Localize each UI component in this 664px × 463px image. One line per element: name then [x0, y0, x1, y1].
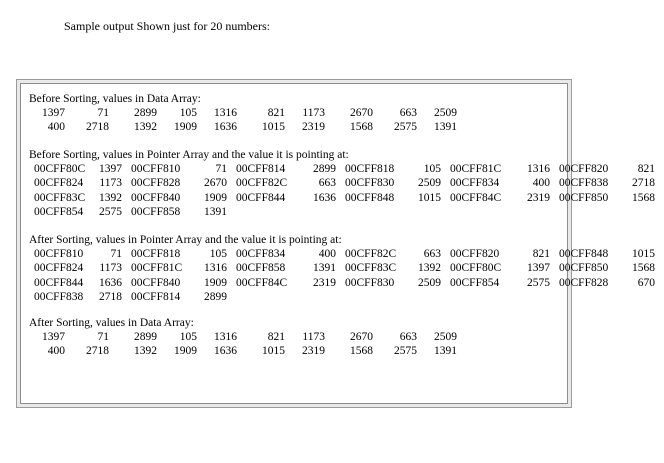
- array-value: 2575: [394, 121, 417, 134]
- pointed-value: 2899: [204, 290, 227, 303]
- after-pointer-row: [29, 290, 664, 304]
- pointer-address: 00CFF83C: [345, 262, 397, 275]
- pointed-value: 71: [215, 163, 227, 176]
- array-value: 1397: [42, 331, 65, 344]
- pointed-value: 1173: [99, 262, 122, 275]
- pointed-value: 1397: [527, 262, 550, 275]
- pointer-address: 00CFF850: [559, 191, 609, 204]
- array-value: 2509: [434, 331, 457, 344]
- array-value: 1015: [262, 345, 285, 358]
- pointed-value: 105: [423, 163, 441, 176]
- array-value: 71: [97, 107, 109, 120]
- pointer-address: 00CFF824: [34, 262, 84, 275]
- array-value: 1391: [434, 345, 457, 358]
- after-data-row: [29, 330, 457, 344]
- array-value: 2899: [134, 107, 157, 120]
- pointer-address: 00CFF828: [559, 276, 609, 289]
- after-pointer-row: [29, 276, 664, 290]
- pointed-value: 2899: [313, 163, 336, 176]
- pointed-value: 1316: [204, 262, 227, 275]
- after-pointer-rows: [29, 247, 664, 304]
- pointed-value: 2718: [632, 177, 655, 190]
- pointer-address: 00CFF840: [131, 191, 181, 204]
- pointer-address: 00CFF814: [131, 290, 181, 303]
- array-value: 1316: [214, 107, 237, 120]
- pointed-value: 2718: [99, 290, 122, 303]
- pointed-value: 1397: [99, 163, 122, 176]
- array-value: 663: [399, 331, 417, 344]
- before-data-rows: [29, 106, 457, 134]
- pointed-value: 663: [423, 248, 441, 261]
- array-value: 1909: [174, 345, 197, 358]
- pointer-address: 00CFF838: [34, 290, 84, 303]
- pointed-value: 821: [637, 163, 655, 176]
- array-value: 1392: [134, 121, 157, 134]
- pointed-value: 2575: [99, 205, 122, 218]
- array-value: 400: [47, 345, 65, 358]
- after-pointer-row: [29, 247, 664, 261]
- after-pointer-row: [29, 261, 664, 275]
- pointed-value: 400: [532, 177, 550, 190]
- array-value: 71: [97, 331, 109, 344]
- pointer-address: 00CFF830: [345, 276, 395, 289]
- array-value: 1173: [302, 107, 325, 120]
- after-data-heading: After Sorting, values in Data Array:: [29, 317, 194, 329]
- array-value: 821: [267, 331, 285, 344]
- before-pointer-row: [29, 191, 664, 205]
- pointer-address: 00CFF850: [559, 262, 609, 275]
- pointer-address: 00CFF818: [131, 248, 181, 261]
- output-panel: [20, 83, 655, 404]
- pointer-address: 00CFF844: [236, 191, 286, 204]
- array-value: 1015: [262, 121, 285, 134]
- array-value: 2670: [350, 331, 373, 344]
- array-value: 2509: [434, 107, 457, 120]
- pointed-value: 821: [532, 248, 550, 261]
- array-value: 1636: [214, 121, 237, 134]
- pointer-address: 00CFF82C: [345, 248, 397, 261]
- array-value: 2718: [86, 121, 109, 134]
- array-value: 1392: [134, 345, 157, 358]
- array-value: 663: [399, 107, 417, 120]
- pointer-address: 00CFF848: [559, 248, 609, 261]
- pointed-value: 1568: [632, 191, 655, 204]
- pointed-value: 1391: [204, 205, 227, 218]
- pointed-value: 2509: [418, 177, 441, 190]
- pointed-value: 2670: [204, 177, 227, 190]
- pointer-address: 00CFF858: [236, 262, 286, 275]
- array-value: 821: [267, 107, 285, 120]
- array-value: 2718: [86, 345, 109, 358]
- after-pointer-heading: After Sorting, values in Pointer Array and the value it is pointing at:: [29, 234, 342, 246]
- pointer-address: 00CFF81C: [450, 163, 502, 176]
- pointed-value: 1909: [204, 276, 227, 289]
- array-value: 105: [179, 107, 197, 120]
- pointer-address: 00CFF814: [236, 163, 286, 176]
- array-value: 1568: [350, 345, 373, 358]
- array-value: 2670: [350, 107, 373, 120]
- pointed-value: 1636: [313, 191, 336, 204]
- pointer-address: 00CFF834: [450, 177, 500, 190]
- pointer-address: 00CFF828: [131, 177, 181, 190]
- before-pointer-row: [29, 176, 664, 190]
- pointed-value: 71: [110, 248, 122, 261]
- pointed-value: 2509: [418, 276, 441, 289]
- pointer-address: 00CFF810: [34, 248, 84, 261]
- pointed-value: 1636: [99, 276, 122, 289]
- pointed-value: 105: [209, 248, 227, 261]
- pointer-address: 00CFF854: [34, 205, 84, 218]
- before-data-row: [29, 120, 457, 134]
- pointer-address: 00CFF810: [131, 163, 181, 176]
- array-value: 1636: [214, 345, 237, 358]
- pointer-address: 00CFF838: [559, 177, 609, 190]
- pointer-address: 00CFF820: [450, 248, 500, 261]
- pointed-value: 1015: [632, 248, 655, 261]
- pointed-value: 2575: [527, 276, 550, 289]
- before-data-heading: Before Sorting, values in Data Array:: [29, 93, 201, 105]
- pointed-value: 1391: [313, 262, 336, 275]
- pointed-value: 1316: [527, 163, 550, 176]
- pointer-address: 00CFF840: [131, 276, 181, 289]
- pointer-address: 00CFF83C: [34, 191, 86, 204]
- before-data-section: [29, 92, 457, 135]
- after-data-rows: [29, 330, 457, 358]
- pointer-address: 00CFF84C: [450, 191, 502, 204]
- before-pointer-heading: Before Sorting, values in Pointer Array and the value it is pointing at:: [29, 149, 349, 161]
- pointer-address: 00CFF848: [345, 191, 395, 204]
- pointer-address: 00CFF834: [236, 248, 286, 261]
- pointer-address: 00CFF854: [450, 276, 500, 289]
- array-value: 1909: [174, 121, 197, 134]
- pointed-value: 1173: [99, 177, 122, 190]
- array-value: 2899: [134, 331, 157, 344]
- pointer-address: 00CFF820: [559, 163, 609, 176]
- before-data-row: [29, 106, 457, 120]
- before-pointer-rows: [29, 162, 664, 219]
- pointer-address: 00CFF81C: [131, 262, 183, 275]
- pointer-address: 00CFF844: [34, 276, 84, 289]
- pointer-address: 00CFF80C: [34, 163, 86, 176]
- array-value: 1397: [42, 107, 65, 120]
- array-value: 2319: [302, 121, 325, 134]
- pointer-address: 00CFF858: [131, 205, 181, 218]
- pointer-address: 00CFF80C: [450, 262, 502, 275]
- array-value: 105: [179, 331, 197, 344]
- after-data-section: [29, 316, 457, 359]
- array-value: 2319: [302, 345, 325, 358]
- after-pointer-section: [29, 233, 664, 304]
- sample-output-caption: Sample output Shown just for 20 numbers:: [64, 19, 270, 33]
- array-value: 1173: [302, 331, 325, 344]
- pointed-value: 1909: [204, 191, 227, 204]
- array-value: 1568: [350, 121, 373, 134]
- pointer-address: 00CFF82C: [236, 177, 288, 190]
- pointer-address: 00CFF830: [345, 177, 395, 190]
- after-data-row: [29, 344, 457, 358]
- pointed-value: 1392: [418, 262, 441, 275]
- pointer-address: 00CFF824: [34, 177, 84, 190]
- output-frame: [16, 79, 655, 408]
- array-value: 400: [47, 121, 65, 134]
- pointed-value: 1568: [632, 262, 655, 275]
- pointed-value: 2319: [527, 191, 550, 204]
- pointer-address: 00CFF818: [345, 163, 395, 176]
- pointed-value: 1015: [418, 191, 441, 204]
- array-value: 1316: [214, 331, 237, 344]
- array-value: 1391: [434, 121, 457, 134]
- pointed-value: 400: [318, 248, 336, 261]
- pointer-address: 00CFF84C: [236, 276, 288, 289]
- array-value: 2575: [394, 345, 417, 358]
- pointed-value: 1392: [99, 191, 122, 204]
- before-pointer-section: [29, 148, 664, 219]
- before-pointer-row: [29, 162, 664, 176]
- pointed-value: 663: [318, 177, 336, 190]
- pointed-value: 670: [637, 276, 655, 289]
- before-pointer-row: [29, 205, 664, 219]
- pointed-value: 2319: [313, 276, 336, 289]
